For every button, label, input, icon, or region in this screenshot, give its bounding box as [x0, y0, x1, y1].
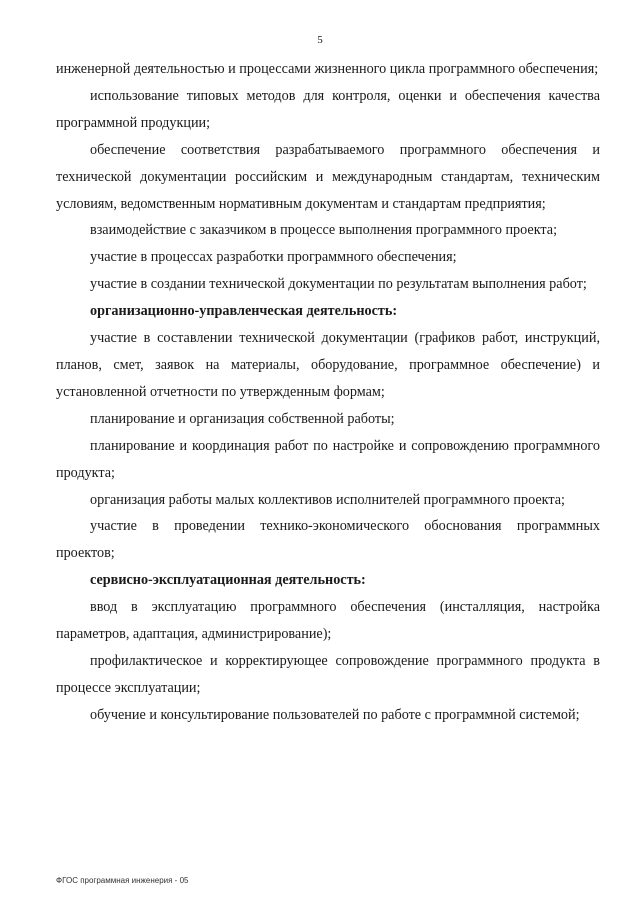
paragraph: взаимодействие с заказчиком в процессе выполнения программного проекта; [90, 222, 558, 239]
page-number: 5 [317, 34, 323, 46]
paragraph: обеспечение соответствия разрабатываемого программного обеспечения и технической документации российским и международным стандартам, техническим условиям, ведомственным нормативным документам и стандартам предприятия; [56, 141, 600, 212]
page-footer: ФГОС программная инженерия - 05 [56, 876, 189, 885]
paragraph: инженерной деятельностью и процессами жизненного цикла программного обеспечения; [56, 61, 599, 77]
paragraph: планирование и организация собственной работы; [90, 410, 395, 427]
paragraph: обучение и консультирование пользователей по работе с программной системой; [90, 706, 580, 723]
paragraph: ввод в эксплуатацию программного обеспечения (инсталляция, настройка параметров, адаптация, администрирование); [56, 599, 600, 643]
paragraph: участие в создании технической документации по результатам выполнения работ; [90, 276, 587, 293]
paragraph: планирование и координация работ по настройке и сопровождению программного продукта; [56, 437, 600, 481]
paragraph: участие в процессах разработки программного обеспечения; [90, 249, 457, 266]
section-heading: организационно-управленческая деятельность: [90, 303, 398, 320]
paragraph: участие в составлении технической документации (графиков работ, инструкций, планов, смет, заявок на материалы, оборудование, программное обеспечение) и установленной отчетности по утвержденным формам; [56, 330, 600, 400]
paragraph: профилактическое и корректирующее сопровождение программного продукта в процессе эксплуатации; [56, 652, 600, 696]
paragraph: организация работы малых коллективов исполнителей программного проекта; [90, 491, 565, 508]
paragraph: участие в проведении технико-экономического обоснования программных проектов; [56, 518, 600, 562]
section-heading: сервисно-эксплуатационная деятельность: [90, 572, 366, 589]
paragraph: использование типовых методов для контроля, оценки и обеспечения качества программной продукции; [56, 87, 600, 131]
document-body [56, 56, 600, 729]
